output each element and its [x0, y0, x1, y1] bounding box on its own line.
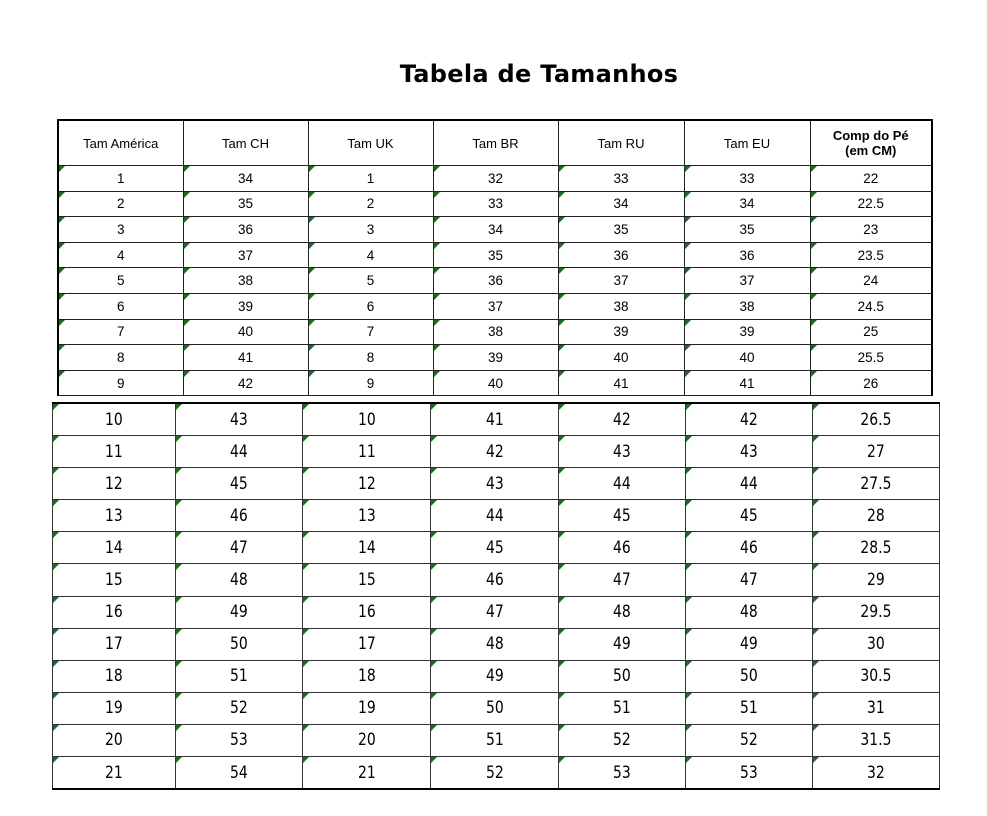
table-cell: 24	[810, 268, 932, 294]
table-cell	[303, 628, 431, 660]
header-tam-ru: Tam RU	[558, 120, 684, 166]
table-cell: 32	[433, 166, 558, 192]
table-cell	[176, 564, 303, 596]
table-row	[53, 436, 940, 468]
cell-value: 52	[613, 730, 631, 751]
cell-value: 20	[105, 730, 123, 751]
table-cell	[431, 436, 559, 468]
table-row	[53, 403, 940, 436]
table-row	[58, 370, 932, 396]
table-cell: 5	[308, 268, 433, 294]
table-cell: 7	[308, 319, 433, 345]
header-tam-uk: Tam UK	[308, 120, 433, 166]
table-cell	[176, 500, 303, 532]
table-cell: 36	[684, 242, 810, 268]
table-cell	[686, 692, 813, 724]
table-cell	[431, 500, 559, 532]
table-cell	[176, 468, 303, 500]
table-cell: 39	[433, 345, 558, 371]
table-cell: 2	[308, 191, 433, 217]
cell-value: 42	[740, 409, 758, 430]
cell-value: 18	[105, 666, 123, 687]
table-cell: 37	[183, 242, 308, 268]
table-cell: 34	[183, 166, 308, 192]
cell-value: 19	[105, 698, 123, 719]
cell-value: 44	[740, 473, 758, 494]
table-cell	[559, 436, 686, 468]
table-cell	[176, 403, 303, 436]
table-cell: 35	[183, 191, 308, 217]
table-cell: 1	[58, 166, 183, 192]
table-cell: 38	[558, 293, 684, 319]
cell-value: 41	[485, 409, 504, 430]
cell-value: 13	[105, 505, 123, 526]
table-cell	[559, 596, 686, 628]
table-cell	[559, 564, 686, 596]
table-row	[58, 191, 932, 217]
cell-value: 19	[357, 698, 376, 719]
table-cell: 24.5	[810, 293, 932, 319]
cell-value: 28	[867, 505, 885, 526]
cell-value: 54	[230, 762, 248, 783]
cell-value: 18	[357, 666, 376, 687]
cell-value: 31	[867, 698, 885, 719]
table-cell	[431, 724, 559, 756]
table-cell	[176, 532, 303, 564]
table-cell	[431, 692, 559, 724]
cell-value: 49	[613, 634, 631, 655]
table-cell	[559, 724, 686, 756]
table-cell	[813, 757, 940, 790]
table-cell: 22.5	[810, 191, 932, 217]
cell-value: 48	[740, 602, 758, 623]
table-cell: 37	[433, 293, 558, 319]
table-cell	[303, 532, 431, 564]
size-table-lower	[52, 402, 940, 790]
table-row	[58, 319, 932, 345]
cell-value: 15	[357, 570, 376, 591]
cell-value: 13	[357, 505, 376, 526]
cell-value: 51	[230, 666, 248, 687]
table-cell	[813, 660, 940, 692]
table-cell: 8	[58, 345, 183, 371]
cell-value: 49	[230, 602, 248, 623]
table-cell	[176, 660, 303, 692]
table-row	[53, 564, 940, 596]
table-cell	[303, 596, 431, 628]
cell-value: 10	[105, 409, 123, 430]
table-cell: 40	[433, 370, 558, 396]
table-cell	[686, 532, 813, 564]
table-row	[58, 217, 932, 243]
table-cell: 40	[558, 345, 684, 371]
table-cell	[53, 757, 176, 790]
size-table-upper	[57, 119, 933, 396]
table-row	[53, 500, 940, 532]
header-tam-eu: Tam EU	[684, 120, 810, 166]
table-cell: 39	[558, 319, 684, 345]
table-cell: 35	[684, 217, 810, 243]
table-cell	[431, 468, 559, 500]
table-cell	[559, 692, 686, 724]
cell-value: 42	[485, 441, 504, 462]
cell-value: 16	[357, 602, 376, 623]
header-tam-br: Tam BR	[433, 120, 558, 166]
table-cell: 25	[810, 319, 932, 345]
cell-value: 52	[230, 698, 248, 719]
table-cell	[53, 596, 176, 628]
table-cell: 34	[433, 217, 558, 243]
table-cell	[813, 436, 940, 468]
table-cell: 36	[183, 217, 308, 243]
table-cell	[686, 724, 813, 756]
cell-value: 42	[613, 409, 631, 430]
cell-value: 30	[867, 634, 885, 655]
table-row	[58, 293, 932, 319]
table-cell	[176, 596, 303, 628]
cell-value: 45	[613, 505, 631, 526]
table-cell	[431, 596, 559, 628]
table-cell: 35	[558, 217, 684, 243]
table-cell	[813, 468, 940, 500]
table-cell	[53, 436, 176, 468]
table-cell	[53, 500, 176, 532]
table-cell: 22	[810, 166, 932, 192]
table-cell	[176, 757, 303, 790]
table-cell: 38	[433, 319, 558, 345]
table-cell	[176, 692, 303, 724]
table-cell	[303, 436, 431, 468]
table-cell: 3	[58, 217, 183, 243]
cell-value: 44	[613, 473, 631, 494]
table-cell: 34	[558, 191, 684, 217]
table-cell	[813, 500, 940, 532]
table-cell	[559, 660, 686, 692]
table-cell	[559, 628, 686, 660]
table-cell	[813, 403, 940, 436]
table-cell	[53, 692, 176, 724]
table-cell	[53, 724, 176, 756]
cell-value: 12	[357, 473, 376, 494]
table-cell	[303, 660, 431, 692]
table-cell	[686, 596, 813, 628]
table-cell	[559, 468, 686, 500]
cell-value: 21	[105, 762, 123, 783]
table-cell	[53, 660, 176, 692]
table-cell: 41	[558, 370, 684, 396]
table-row	[53, 757, 940, 790]
table-cell: 36	[558, 242, 684, 268]
cell-value: 51	[613, 698, 631, 719]
table-cell: 9	[58, 370, 183, 396]
table-cell: 2	[58, 191, 183, 217]
cell-value: 44	[485, 505, 504, 526]
table-cell	[686, 500, 813, 532]
table-cell: 4	[308, 242, 433, 268]
table-cell	[559, 403, 686, 436]
cell-value: 17	[357, 634, 376, 655]
header-tam-america: Tam América	[58, 120, 183, 166]
cell-value: 45	[740, 505, 758, 526]
table-cell: 41	[183, 345, 308, 371]
table-cell	[303, 500, 431, 532]
cell-value: 11	[357, 441, 376, 462]
table-cell: 33	[558, 166, 684, 192]
table-row	[53, 660, 940, 692]
table-cell	[686, 757, 813, 790]
table-cell	[431, 564, 559, 596]
cell-value: 46	[740, 537, 758, 558]
cell-value: 20	[357, 730, 376, 751]
table-cell: 26	[810, 370, 932, 396]
cell-value: 45	[230, 473, 248, 494]
table-cell	[559, 757, 686, 790]
table-cell: 42	[183, 370, 308, 396]
table-cell	[686, 628, 813, 660]
cell-value: 11	[105, 441, 123, 462]
table-cell	[303, 564, 431, 596]
table-cell: 38	[183, 268, 308, 294]
table-cell	[813, 596, 940, 628]
table-cell: 6	[308, 293, 433, 319]
table-cell	[686, 436, 813, 468]
cell-value: 50	[230, 634, 248, 655]
table-cell: 38	[684, 293, 810, 319]
cell-value: 51	[740, 698, 758, 719]
cell-value: 49	[485, 666, 504, 687]
table-cell	[559, 500, 686, 532]
header-row	[58, 120, 932, 166]
cell-value: 15	[105, 570, 123, 591]
table-cell: 40	[183, 319, 308, 345]
cell-value: 45	[485, 537, 504, 558]
header-comp-do-pe: Comp do Pé (em CM)	[810, 120, 932, 166]
table-cell: 9	[308, 370, 433, 396]
cell-value: 52	[740, 730, 758, 751]
cell-value: 32	[867, 762, 885, 783]
cell-value: 26.5	[860, 409, 892, 430]
cell-value: 53	[613, 762, 631, 783]
table-cell: 39	[183, 293, 308, 319]
table-cell	[559, 532, 686, 564]
table-cell	[53, 628, 176, 660]
table-cell	[813, 532, 940, 564]
table-cell	[431, 403, 559, 436]
cell-value: 14	[105, 537, 123, 558]
cell-value: 29.5	[860, 602, 892, 623]
header-tam-ch: Tam CH	[183, 120, 308, 166]
cell-value: 27.5	[860, 473, 892, 494]
table-cell	[176, 628, 303, 660]
table-row	[53, 468, 940, 500]
table-cell	[176, 436, 303, 468]
cell-value: 50	[613, 666, 631, 687]
table-cell	[176, 724, 303, 756]
table-cell	[53, 468, 176, 500]
table-cell	[303, 468, 431, 500]
table-cell: 39	[684, 319, 810, 345]
table-cell: 35	[433, 242, 558, 268]
table-cell	[686, 564, 813, 596]
cell-value: 48	[613, 602, 631, 623]
table-row	[53, 532, 940, 564]
cell-value: 53	[230, 730, 248, 751]
cell-value: 49	[740, 634, 758, 655]
table-cell	[303, 724, 431, 756]
table-cell: 33	[684, 166, 810, 192]
table-cell: 1	[308, 166, 433, 192]
table-cell: 23.5	[810, 242, 932, 268]
cell-value: 28.5	[860, 537, 892, 558]
table-cell	[431, 660, 559, 692]
table-row	[53, 692, 940, 724]
cell-value: 46	[613, 537, 631, 558]
cell-value: 47	[230, 537, 248, 558]
table-cell	[686, 468, 813, 500]
table-cell: 8	[308, 345, 433, 371]
table-cell: 5	[58, 268, 183, 294]
table-cell	[303, 403, 431, 436]
table-cell	[303, 757, 431, 790]
table-cell: 41	[684, 370, 810, 396]
table-cell	[686, 403, 813, 436]
table-row	[58, 166, 932, 192]
cell-value: 47	[613, 570, 631, 591]
cell-value: 17	[105, 634, 123, 655]
page-title: Tabela de Tamanhos	[399, 60, 679, 88]
table-cell	[813, 724, 940, 756]
table-cell	[431, 628, 559, 660]
cell-value: 46	[485, 570, 504, 591]
cell-value: 53	[740, 762, 758, 783]
table-cell: 40	[684, 345, 810, 371]
cell-value: 43	[740, 441, 758, 462]
table-cell: 6	[58, 293, 183, 319]
cell-value: 43	[613, 441, 631, 462]
table-cell: 37	[684, 268, 810, 294]
table-row	[53, 724, 940, 756]
table-row	[53, 596, 940, 628]
table-cell	[53, 564, 176, 596]
table-cell	[813, 692, 940, 724]
cell-value: 16	[105, 602, 123, 623]
cell-value: 21	[357, 762, 376, 783]
table-cell: 25.5	[810, 345, 932, 371]
cell-value: 48	[485, 634, 504, 655]
cell-value: 43	[230, 409, 248, 430]
cell-value: 48	[230, 570, 248, 591]
table-cell	[431, 532, 559, 564]
table-cell: 34	[684, 191, 810, 217]
cell-value: 30.5	[860, 666, 892, 687]
cell-value: 12	[105, 473, 123, 494]
cell-value: 31.5	[860, 730, 892, 751]
cell-value: 14	[357, 537, 376, 558]
table-cell	[686, 660, 813, 692]
table-cell: 37	[558, 268, 684, 294]
table-row	[58, 345, 932, 371]
cell-value: 46	[230, 505, 248, 526]
table-cell: 7	[58, 319, 183, 345]
table-cell: 3	[308, 217, 433, 243]
table-cell: 36	[433, 268, 558, 294]
cell-value: 43	[485, 473, 504, 494]
cell-value: 50	[740, 666, 758, 687]
cell-value: 47	[485, 602, 504, 623]
table-cell	[53, 532, 176, 564]
table-cell	[303, 692, 431, 724]
cell-value: 52	[485, 762, 504, 783]
cell-value: 47	[740, 570, 758, 591]
table-cell	[53, 403, 176, 436]
table-cell	[431, 757, 559, 790]
table-row	[58, 268, 932, 294]
table-cell: 4	[58, 242, 183, 268]
cell-value: 10	[357, 409, 376, 430]
cell-value: 27	[867, 441, 885, 462]
cell-value: 29	[867, 570, 885, 591]
table-row	[53, 628, 940, 660]
table-cell: 23	[810, 217, 932, 243]
cell-value: 50	[485, 698, 504, 719]
table-row	[58, 242, 932, 268]
cell-value: 51	[485, 730, 504, 751]
table-cell	[813, 564, 940, 596]
table-cell	[813, 628, 940, 660]
cell-value: 44	[230, 441, 248, 462]
table-cell: 33	[433, 191, 558, 217]
